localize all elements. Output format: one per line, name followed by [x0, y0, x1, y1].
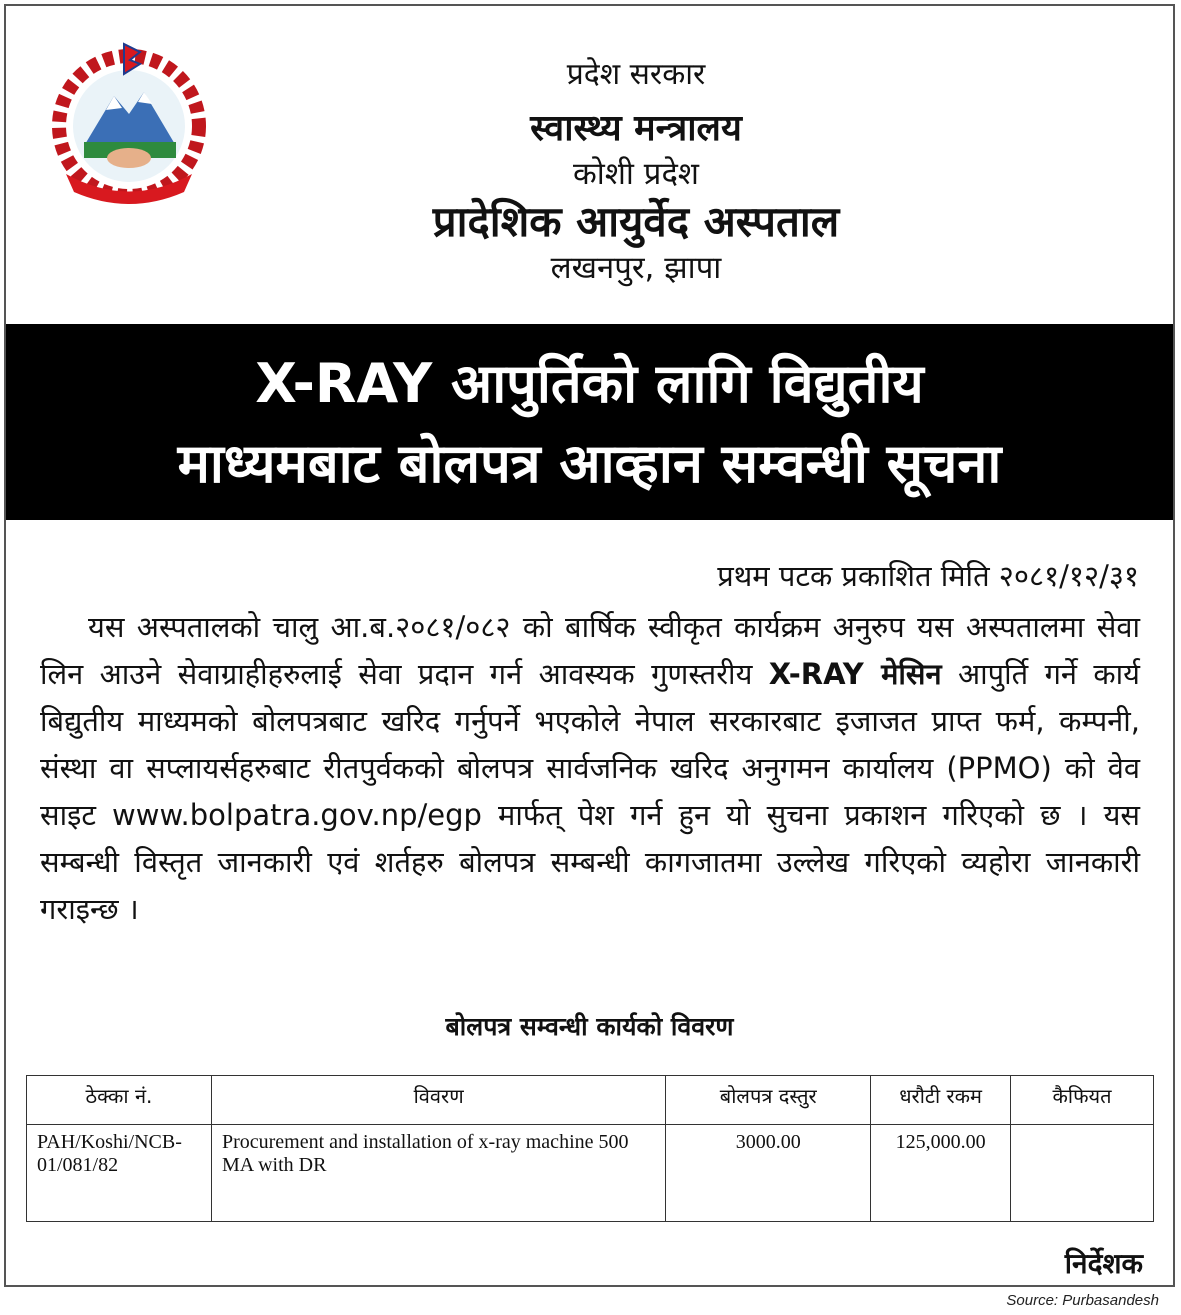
- header-contract-no: ठेक्का नं.: [27, 1076, 212, 1125]
- signature-director: निर्देशक: [1064, 1247, 1143, 1280]
- cell-contract-no: PAH/Koshi/NCB-01/081/82: [27, 1125, 212, 1222]
- header-location: लखनपुर, झापा: [550, 250, 722, 286]
- header-hospital-name: प्रादेशिक आयुर्वेद अस्पताल: [432, 197, 840, 246]
- header-ministry: स्वास्थ्य मन्त्रालय: [530, 108, 742, 149]
- notice-body-part-1: यस अस्पतालको चालु आ.ब.२०८१/०८२ को बार्षिक स्वीकृत कार्यक्रम अनुरुप यस अस्पतालमा सेवा लिन आउने सेवाग्राहीहरुलाई सेवा प्रदान गर्न आवस्यक गुणस्तरीय: [40, 610, 1140, 691]
- header-province-government: प्रदेश सरकार: [566, 57, 706, 92]
- notice-body-part-2: आपुर्ति गर्ने कार्य बिद्युतीय माध्यमको बोलपत्रबाट खरिद गर्नुपर्ने भएकोले नेपाल सरकारबाट इजाजत प्राप्त फर्म, कम्पनी, संस्था वा सप्लायर्सहरुबाट रीतपुर्वकको बोलपत्र सार्वजनिक खरिद अनुगमन कार्यालय (PPMO) को वेव साइट www.bolpatra.gov.np/egp मार्फत् पेश गर्न हुन यो सुचना प्रकाशन गरिएको छ । यस सम्बन्धी विस्तृत जानकारी एवं शर्तहरु बोलपत्र सम्बन्धी कागजातमा उल्लेख गरिएको व्यहोरा जानकारी गराइन्छ ।: [40, 657, 1140, 926]
- table-title: बोलपत्र सम्वन्धी कार्यको विवरण: [445, 1012, 734, 1041]
- table-header-row: [27, 1076, 1154, 1125]
- header-deposit: धरौटी रकम: [871, 1076, 1011, 1125]
- notice-title-banner: [6, 324, 1173, 520]
- header-description: विवरण: [211, 1076, 665, 1125]
- cell-bid-fee: 3000.00: [666, 1125, 871, 1222]
- notice-frame: [4, 4, 1175, 1287]
- cell-deposit: 125,000.00: [871, 1125, 1011, 1222]
- cell-remarks: [1011, 1125, 1154, 1222]
- header-province: कोशी प्रदेश: [573, 156, 699, 192]
- notice-body: [40, 604, 1140, 933]
- publish-date: प्रथम पटक प्रकाशित मिति २०८१/१२/३१: [717, 559, 1139, 593]
- cell-description: Procurement and installation of x-ray machine 500 MA with DR: [211, 1125, 665, 1222]
- tender-table: [26, 1075, 1154, 1222]
- banner-line-2: माध्यमबाट बोलपत्र आव्हान सम्वन्धी सूचना: [177, 432, 1002, 495]
- nepal-emblem-icon: [44, 34, 214, 204]
- header-bid-fee: बोलपत्र दस्तुर: [666, 1076, 871, 1125]
- source-credit: Source: Purbasandesh: [1006, 1292, 1159, 1309]
- notice-body-highlight: X-RAY मेसिन: [768, 657, 942, 691]
- header-remarks: कैफियत: [1011, 1076, 1154, 1125]
- table-row: [27, 1125, 1154, 1222]
- banner-line-1: X-RAY आपुर्तिको लागि विद्युतीय: [255, 352, 924, 415]
